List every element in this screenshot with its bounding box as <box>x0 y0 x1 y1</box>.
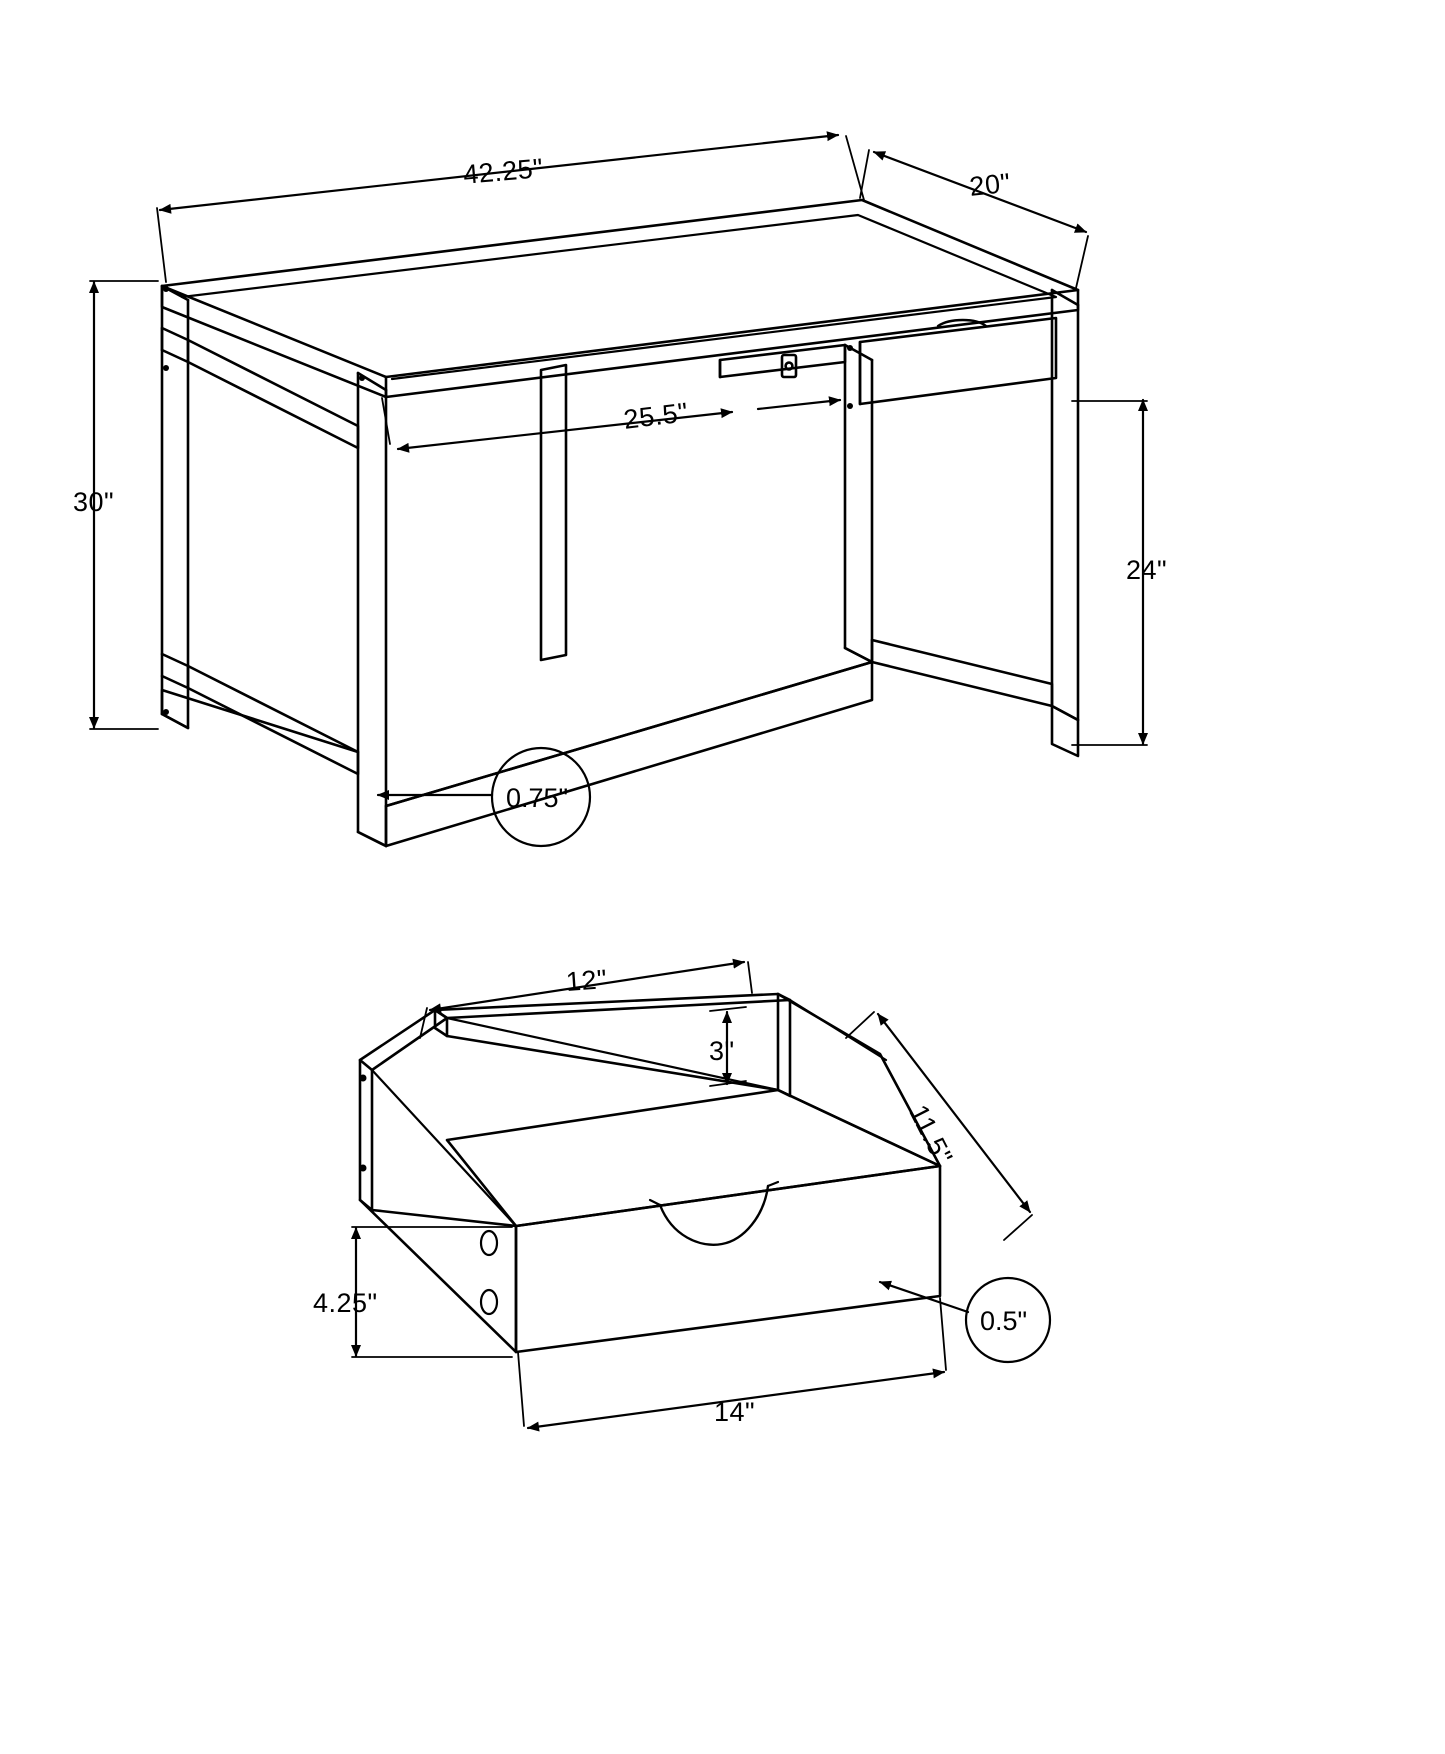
drawer-fastener-holes <box>360 1075 498 1315</box>
drawer-back-panel <box>435 994 790 1096</box>
desk-figure <box>90 135 1147 846</box>
drawer-dimension-lines <box>352 962 1032 1428</box>
dimension-label-desk-depth: 20" <box>968 167 1013 202</box>
desk-top-surface <box>162 200 1078 379</box>
desk-center-divider <box>541 365 566 660</box>
desk-rail-rear-bottom <box>162 690 358 752</box>
drawer-left-panel <box>360 1010 516 1352</box>
drawer-figure <box>352 962 1050 1428</box>
drawer-bottom-panel <box>447 1090 940 1226</box>
desk-drawer-front <box>860 318 1056 404</box>
callout-label-desk-tube-thickness: 0.75" <box>506 783 569 813</box>
dimension-label-desk-clearance: 24" <box>1126 555 1168 585</box>
drawer-front-face <box>516 1166 940 1352</box>
dimension-label-drawer-inner-height: 3" <box>709 1036 735 1066</box>
desk-rail-right-lower <box>872 640 1052 706</box>
dimension-label-desk-inner-width: 25.5" <box>622 397 690 435</box>
desk-rail-front-bottom <box>386 662 872 846</box>
dimension-label-desk-height: 30" <box>73 487 115 517</box>
desk-leg-right-front <box>845 345 872 662</box>
dimension-label-drawer-inner-width: 12" <box>565 964 609 997</box>
dimension-label-drawer-face-width: 14" <box>714 1397 756 1427</box>
dimension-label-desk-width: 42.25" <box>462 153 545 190</box>
desk-dimension-lines <box>90 135 1147 745</box>
desk-leg-left-front <box>358 373 386 846</box>
callout-label-drawer-panel-thickness: 0.5" <box>980 1306 1028 1336</box>
dimension-label-drawer-depth: 11.5" <box>903 1100 959 1170</box>
dimension-label-drawer-face-height: 4.25" <box>313 1288 378 1318</box>
desk-rail-left-lower <box>162 654 358 774</box>
desk-support-bar <box>720 345 845 377</box>
